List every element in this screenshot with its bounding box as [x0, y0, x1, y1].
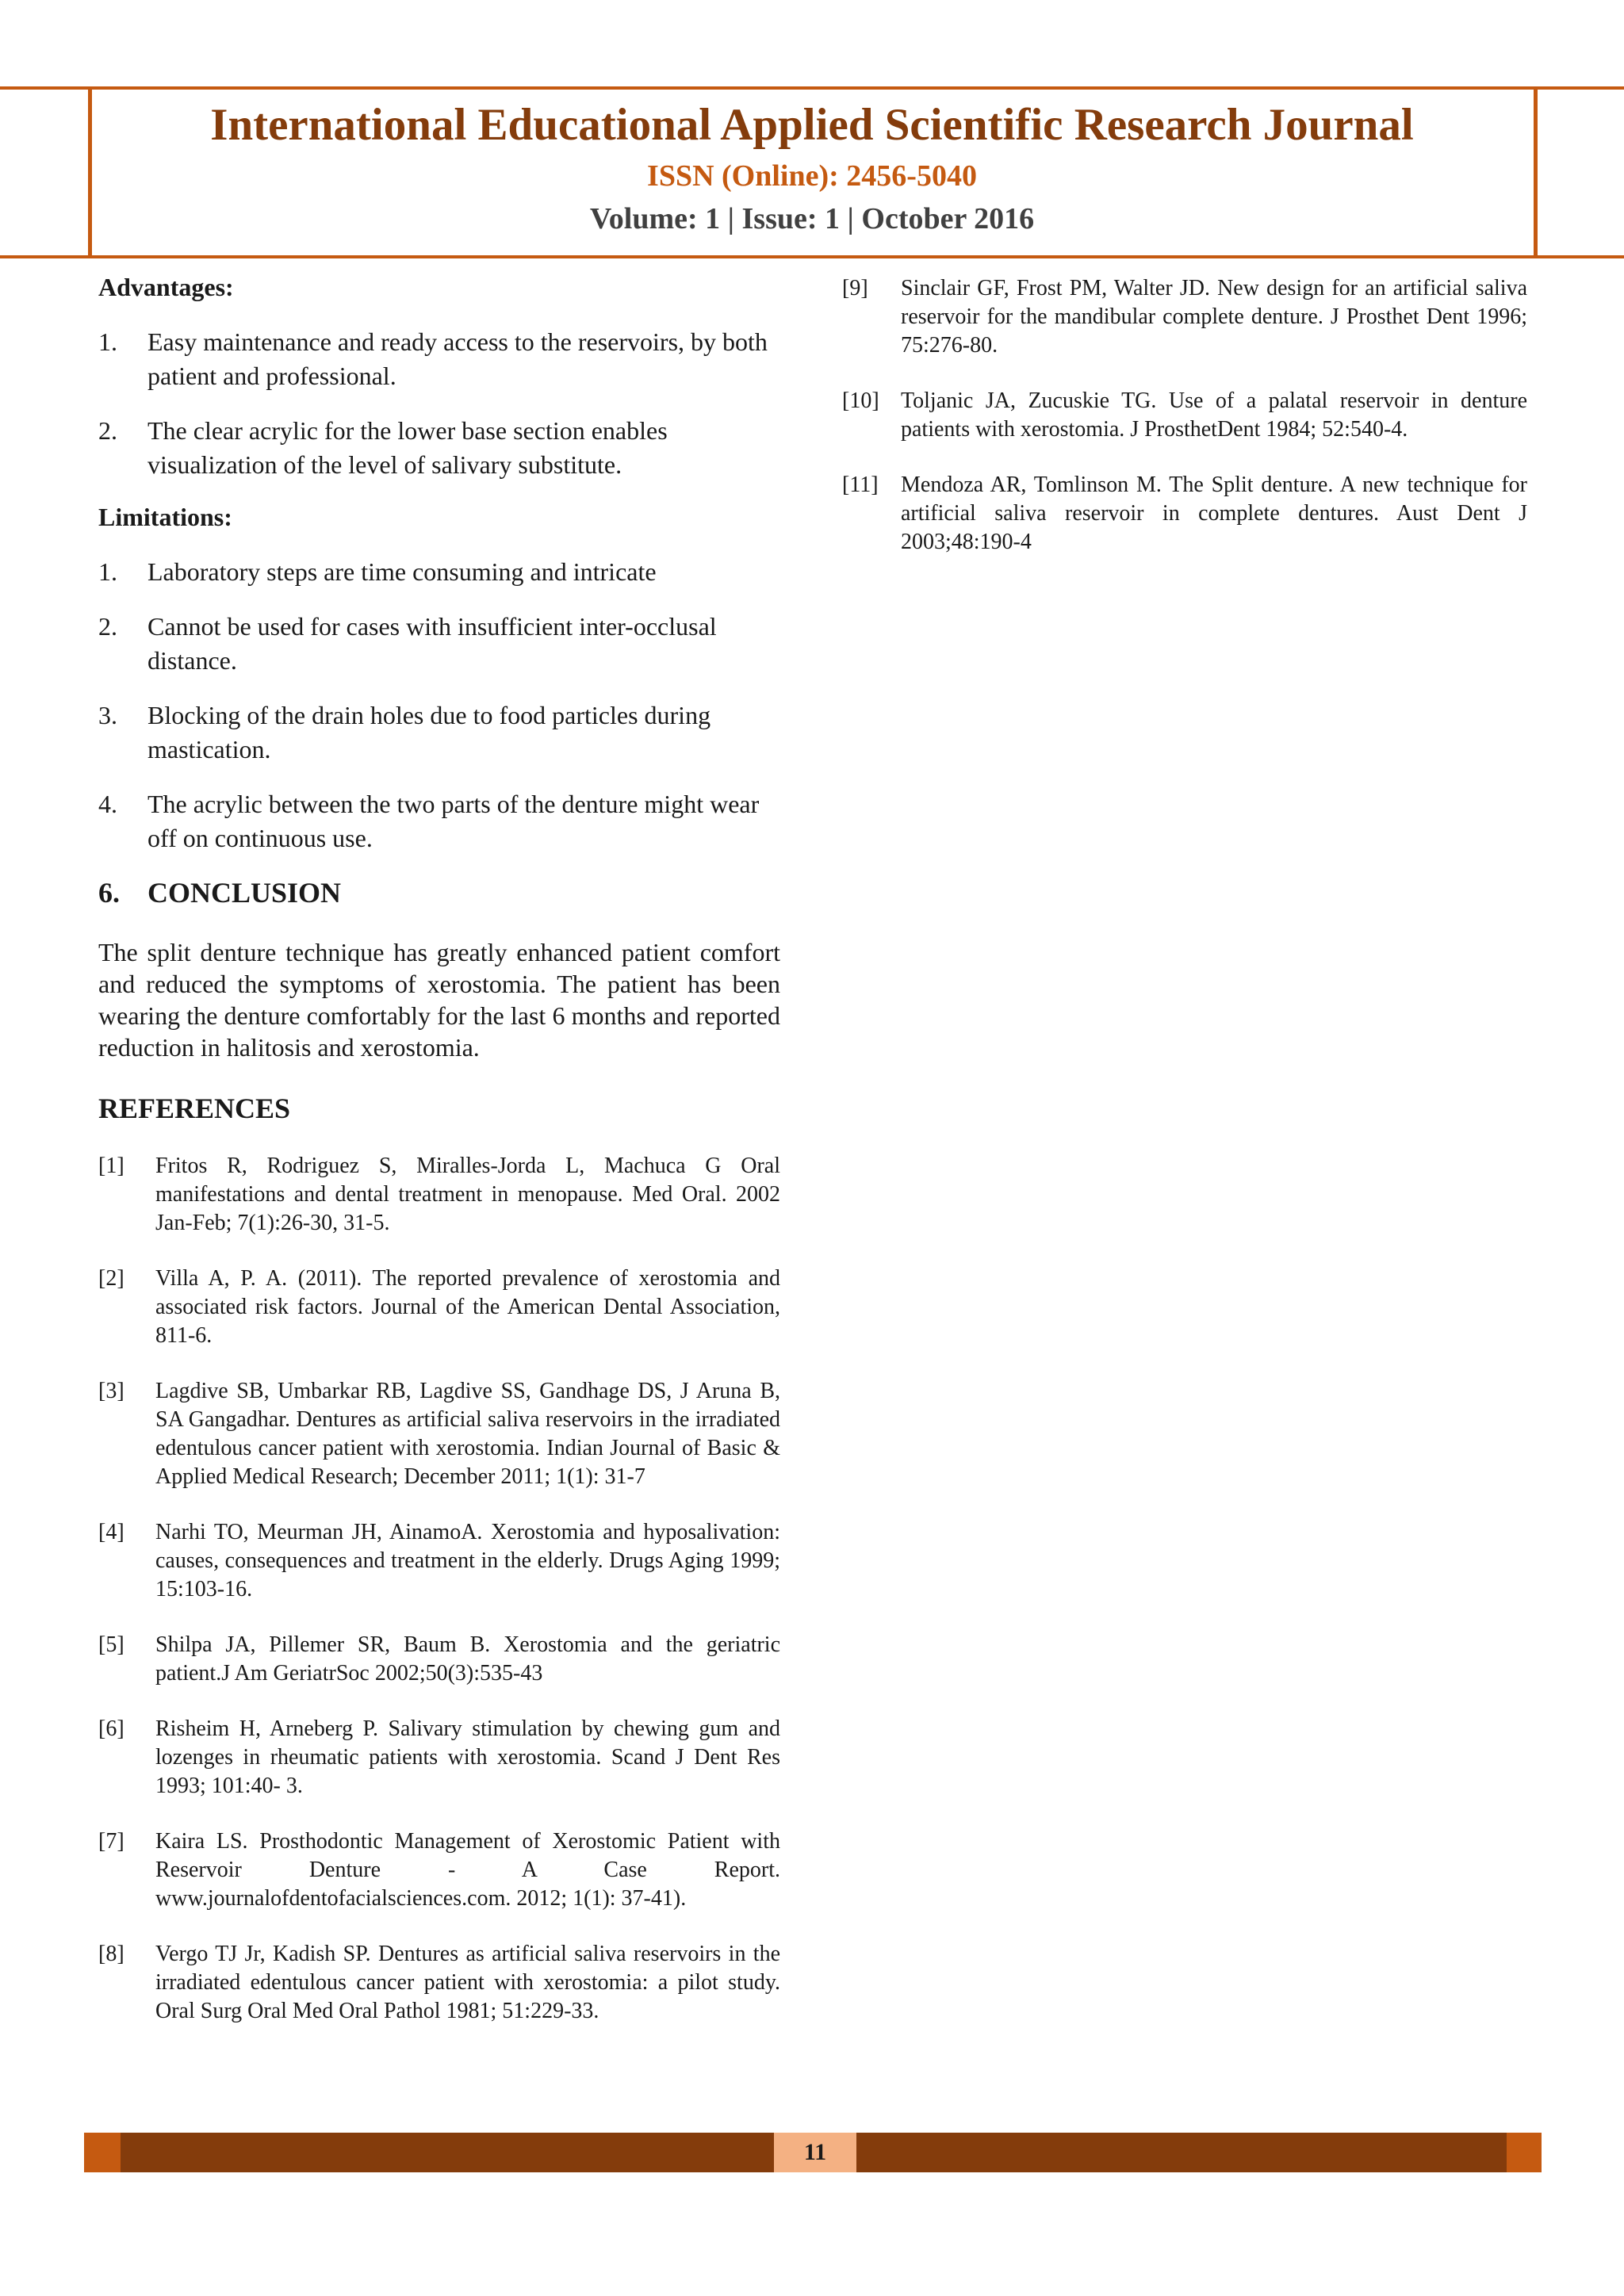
reference-item — [98, 1377, 780, 1491]
reference-number: [6] — [98, 1716, 124, 1741]
journal-title: International Educational Applied Scientific Research Journal — [210, 100, 1414, 150]
list-item-number: 2. — [98, 612, 117, 641]
reference-number: [4] — [98, 1520, 124, 1544]
reference-text: Risheim H, Arneberg P. Salivary stimulation by chewing gum and lozenges in rheumatic patients with xerostomia. Scand J Dent Res 1993; 101:40- 3. — [155, 1716, 780, 1798]
reference-number: [8] — [98, 1942, 124, 1966]
list-item — [98, 787, 780, 855]
reference-number: [7] — [98, 1829, 124, 1854]
list-item-number: 2. — [98, 416, 117, 445]
list-item-text: Laboratory steps are time consuming and intricate — [147, 557, 657, 586]
reference-item — [842, 274, 1527, 360]
list-item-text: Blocking of the drain holes due to food particles during mastication. — [147, 701, 711, 763]
reference-text: Narhi TO, Meurman JH, AinamoA. Xerostomia and hyposalivation: causes, consequences and treatment in the elderly. Drugs Aging 1999; 15:103-16. — [155, 1520, 780, 1601]
reference-text: Sinclair GF, Frost PM, Walter JD. New design for an artificial saliva reservoir for the mandibular complete denture. J Prosthet Dent 1996; 75:276-80. — [901, 276, 1527, 358]
list-item — [98, 325, 780, 393]
limitations-heading: Limitations: — [98, 503, 232, 531]
reference-number: [3] — [98, 1379, 124, 1403]
advantages-list — [98, 325, 780, 482]
reference-text: Kaira LS. Prosthodontic Management of Xerostomic Patient with Reservoir Denture - A Case Report. www.journalofdentofacialsciences.com. 2012; 1(1): 37-41). — [155, 1829, 780, 1911]
footer-bar-segment — [84, 2133, 121, 2172]
references-list-right — [842, 274, 1527, 557]
reference-item — [98, 1152, 780, 1238]
list-item-text: The clear acrylic for the lower base section enables visualization of the level of salivary substitute. — [147, 416, 668, 479]
list-item — [98, 555, 780, 589]
reference-item — [98, 1715, 780, 1800]
reference-number: [2] — [98, 1266, 124, 1291]
references-list-left — [98, 1152, 780, 2026]
limitations-list — [98, 555, 780, 855]
header-bottom-rule — [0, 255, 1624, 258]
journal-issn: ISSN (Online): 2456-5040 — [647, 159, 977, 193]
journal-volume-line: Volume: 1 | Issue: 1 | October 2016 — [589, 202, 1035, 235]
list-item-text: Cannot be used for cases with insufficient inter-occlusal distance. — [147, 612, 717, 675]
footer-bar-segment — [121, 2133, 774, 2172]
reference-item — [98, 1827, 780, 1913]
header-top-rule — [0, 86, 1624, 90]
list-item-number: 1. — [98, 557, 117, 586]
reference-text: Lagdive SB, Umbarkar RB, Lagdive SS, Gandhage DS, J Aruna B, SA Gangadhar. Dentures as artificial saliva reservoirs in the irradiated edentulous cancer patient with xerostomia. Indian Journal of Basic & Applied Medical Research; December 2011; 1(1): 31-7 — [155, 1379, 780, 1489]
footer-bar-segment — [1507, 2133, 1542, 2172]
reference-item — [842, 387, 1527, 444]
reference-text: Mendoza AR, Tomlinson M. The Split denture. A new technique for artificial saliva reservoir in complete dentures. Aust Dent J 2003;48:190-4 — [901, 473, 1527, 554]
page-number: 11 — [803, 2139, 827, 2165]
list-item — [98, 698, 780, 767]
reference-text: Vergo TJ Jr, Kadish SP. Dentures as artificial saliva reservoirs in the irradiated edentulous cancer patient with xerostomia: a pilot study. Oral Surg Oral Med Oral Pathol 1981; 51:229-33. — [155, 1942, 780, 2023]
left-column — [98, 270, 780, 2026]
list-item — [98, 610, 780, 678]
reference-text: Villa A, P. A. (2011). The reported prevalence of xerostomia and associated risk factors. Journal of the American Dental Association, 811-6. — [155, 1266, 780, 1348]
list-item-text: The acrylic between the two parts of the denture might wear off on continuous use. — [147, 790, 760, 852]
reference-number: [5] — [98, 1632, 124, 1657]
list-item — [98, 414, 780, 482]
right-column — [842, 274, 1527, 557]
reference-number: [1] — [98, 1154, 124, 1178]
reference-text: Toljanic JA, Zucuskie TG. Use of a palatal reservoir in denture patients with xerostomia. J ProsthetDent 1984; 52:540-4. — [901, 388, 1527, 442]
reference-item — [98, 1265, 780, 1350]
reference-number: [10] — [842, 388, 879, 413]
reference-item — [842, 471, 1527, 557]
advantages-heading: Advantages: — [98, 273, 234, 301]
footer-bar-segment — [856, 2133, 1507, 2172]
section-title: CONCLUSION — [147, 877, 342, 909]
conclusion-paragraph: The split denture technique has greatly enhanced patient comfort and reduced the symptoms of xerostomia. The patient has been wearing the denture comfortably for the last 6 months and reported reduction in halitosis and xerostomia. — [98, 938, 780, 1062]
reference-item — [98, 1518, 780, 1604]
list-item-number: 3. — [98, 701, 117, 729]
reference-number: [9] — [842, 276, 868, 300]
reference-item — [98, 1631, 780, 1688]
list-item-number: 1. — [98, 327, 117, 356]
references-heading: REFERENCES — [98, 1093, 291, 1124]
section-number: 6. — [98, 877, 120, 909]
reference-text: Shilpa JA, Pillemer SR, Baum B. Xerostomia and the geriatric patient.J Am GeriatrSoc 2002;50(3):535-43 — [155, 1632, 780, 1686]
reference-text: Fritos R, Rodriguez S, Miralles-Jorda L, Machuca G Oral manifestations and dental treatment in menopause. Med Oral. 2002 Jan-Feb; 7(1):26-30, 31-5. — [155, 1154, 780, 1235]
reference-item — [98, 1940, 780, 2026]
reference-number: [11] — [842, 473, 879, 497]
list-item-text: Easy maintenance and ready access to the reservoirs, by both patient and professional. — [147, 327, 768, 390]
conclusion-heading — [98, 873, 780, 913]
list-item-number: 4. — [98, 790, 117, 818]
